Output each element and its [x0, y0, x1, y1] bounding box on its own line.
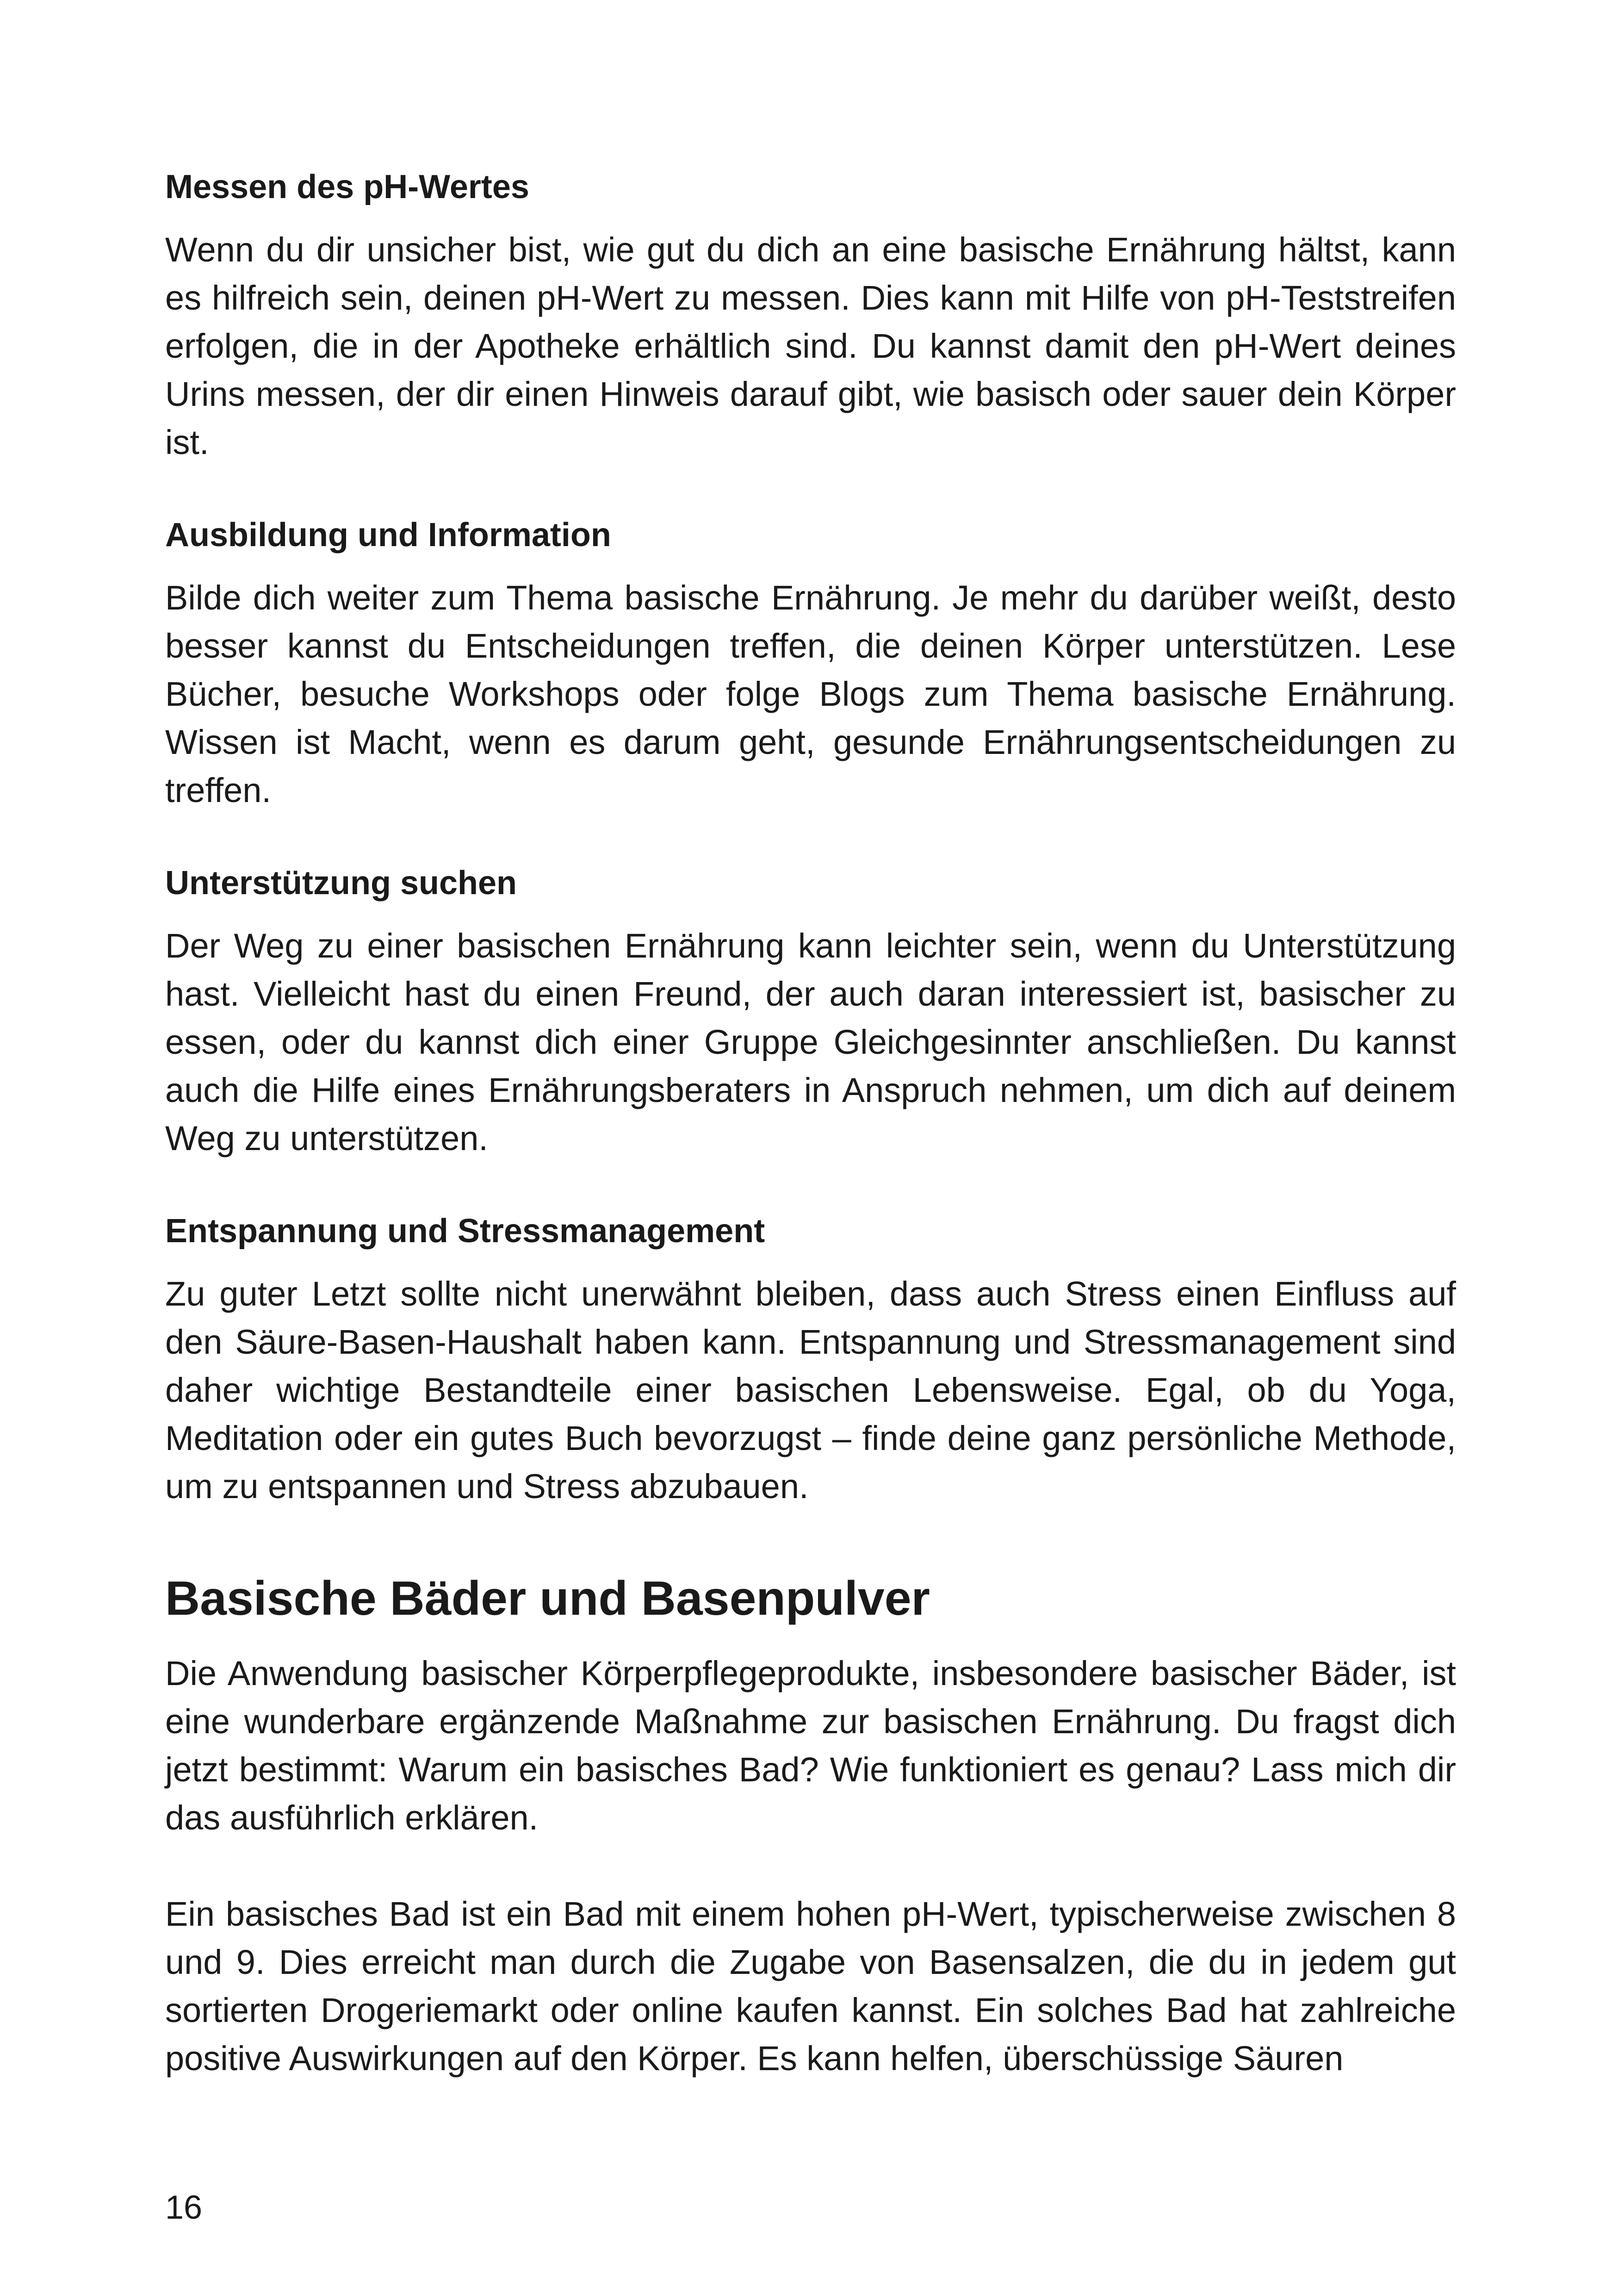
section-support — [165, 859, 1456, 1163]
section-paragraph: Bilde dich weiter zum Thema basische Ernährung. Je mehr du darüber weißt, desto besser kannst du Entscheidungen treffen, die deinen Körper unterstützen. Lese Bücher, besuche Workshops oder folge Blogs zum Thema basische Ernährung. Wissen ist Macht, wenn es darum geht, gesunde Ernährungsentscheidungen zu treffen. — [165, 579, 1456, 809]
chapter-title: Basische Bäder und Basenpulver — [165, 1572, 930, 1625]
section-heading: Entspannung und Stressmanagement — [165, 1213, 765, 1250]
section-heading: Messen des pH-Wertes — [165, 168, 529, 205]
section-paragraph: Der Weg zu einer basischen Ernährung kann leichter sein, wenn du Unterstützung hast. Vielleicht hast du einen Freund, der auch daran interessiert ist, basischer zu essen, oder du kannst dich einer Gruppe Gleichgesinnter anschließen. Du kannst auch die Hilfe eines Ernährungsberaters in Anspruch nehmen, um dich auf deinem Weg zu unterstützen. — [165, 927, 1456, 1157]
section-heading: Ausbildung und Information — [165, 516, 611, 554]
chapter-paragraph: Ein basisches Bad ist ein Bad mit einem hohen pH-Wert, typischerweise zwischen 8 und 9. Dies erreicht man durch die Zugabe von Basensalzen, die du in jedem gut sortierten Drogeriemarkt oder online kaufen kannst. Ein solches Bad hat zahlreiche positive Auswirkungen auf den Körper. Es kann helfen, überschüssige Säuren — [165, 1895, 1456, 2078]
section-paragraph: Wenn du dir unsicher bist, wie gut du dich an eine basische Ernährung hältst, kann es hilfreich sein, deinen pH-Wert zu messen. Dies kann mit Hilfe von pH-Teststreifen erfolgen, die in der Apotheke erhältlich sind. Du kannst damit den pH-Wert deines Urins messen, der dir einen Hinweis darauf gibt, wie basisch oder sauer dein Körper ist. — [165, 230, 1456, 461]
page-body — [165, 163, 1456, 2083]
section-ph-measurement — [165, 163, 1456, 467]
page-number: 16 — [165, 2189, 203, 2226]
section-paragraph: Zu guter Letzt sollte nicht unerwähnt bleiben, dass auch Stress einen Einfluss auf den Säure-Basen-Haushalt haben kann. Entspannung und Stressmanagement sind daher wichtige Bestandteile einer basischen Lebensweise. Egal, ob du Yoga, Meditation oder ein gutes Buch bevorzugst – finde deine ganz persönliche Methode, um zu entspannen und Stress abzubauen. — [165, 1275, 1456, 1506]
section-education — [165, 511, 1456, 815]
section-relaxation — [165, 1207, 1456, 1511]
chapter-paragraph: Die Anwendung basischer Körperpflegeprodukte, insbesondere basischer Bäder, ist eine wunderbare ergänzende Maßnahme zur basischen Ernährung. Du fragst dich jetzt bestimmt: Warum ein basisches Bad? Wie funktioniert es genau? Lass mich dir das ausführlich erklären. — [165, 1654, 1456, 1837]
section-heading: Unterstützung suchen — [165, 865, 517, 902]
